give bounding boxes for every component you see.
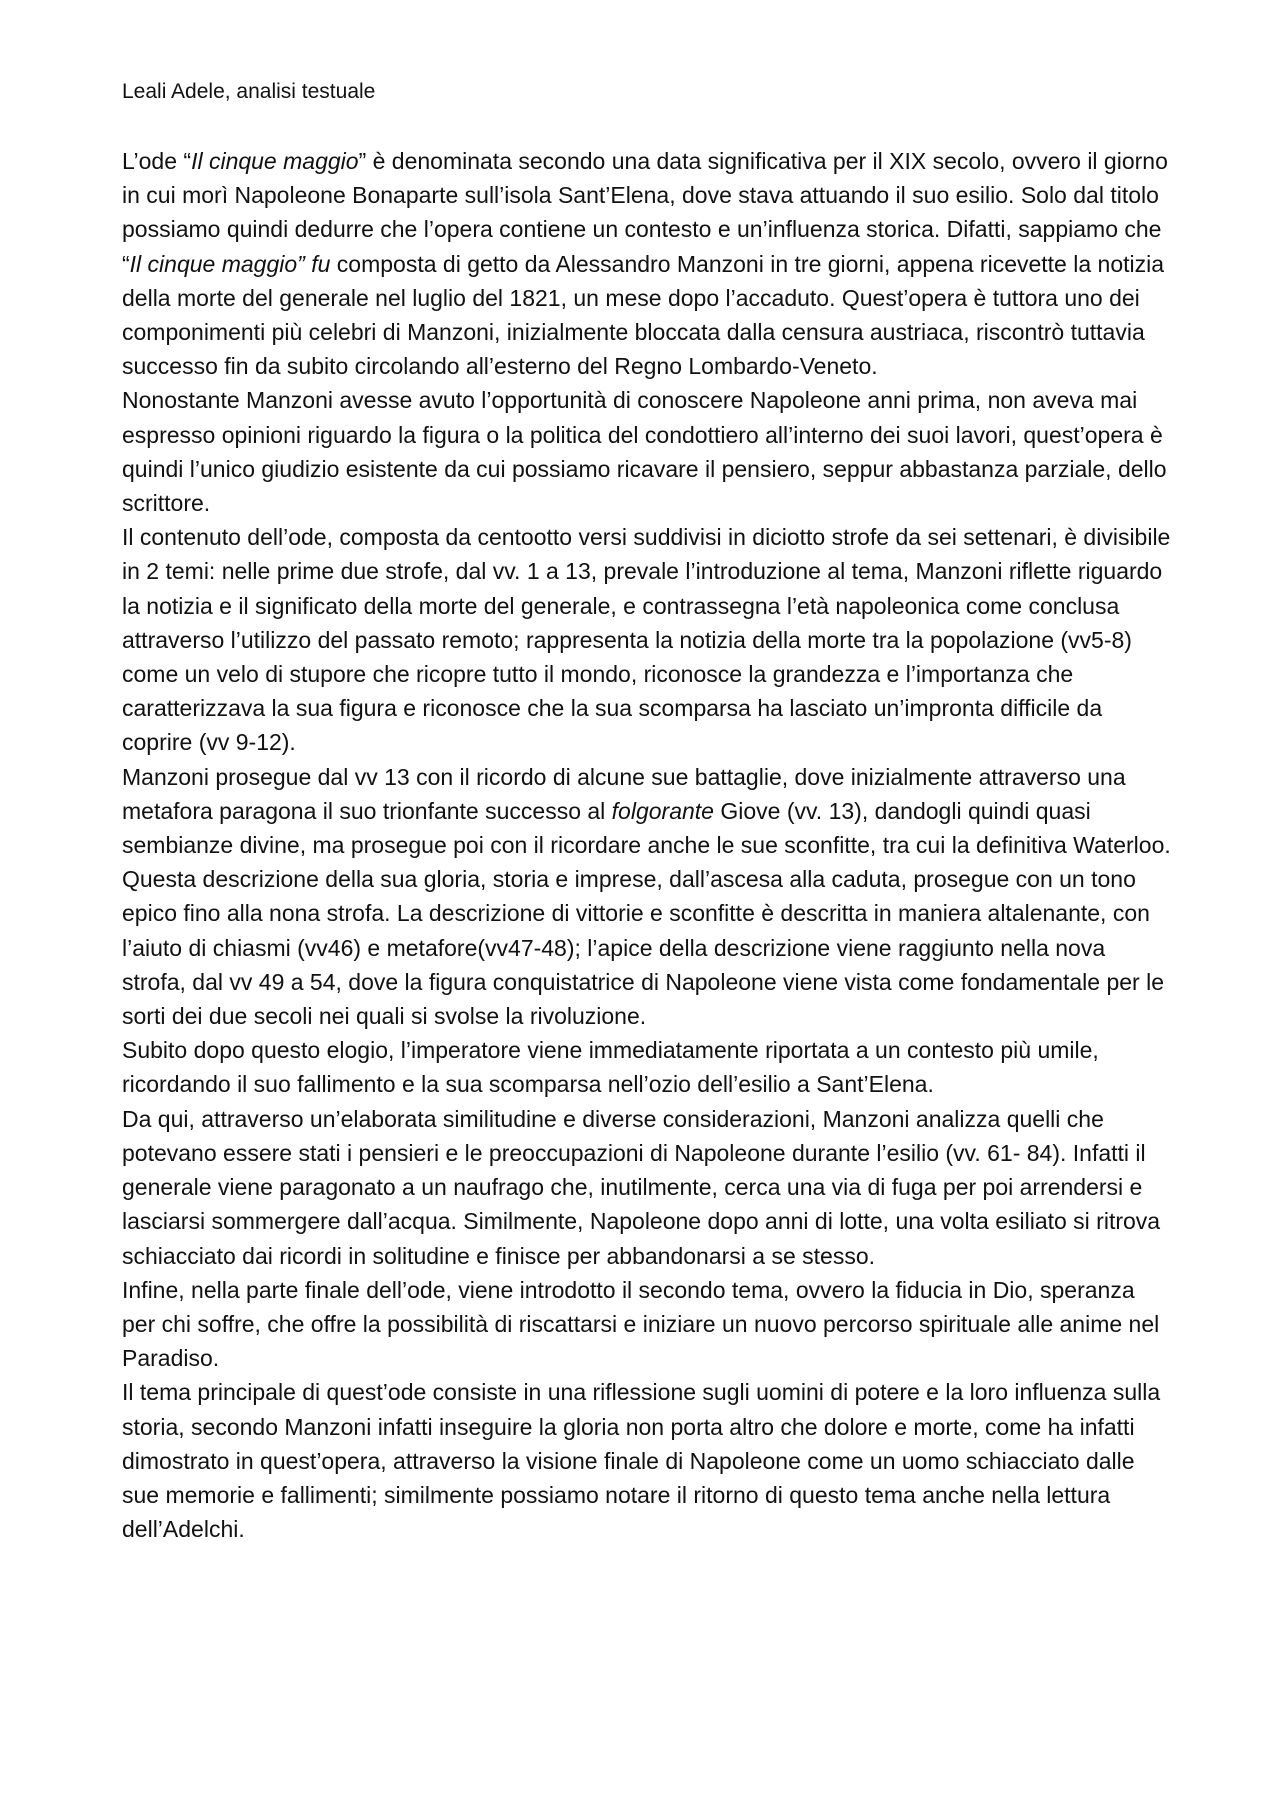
text-run: L’ode “ <box>122 148 192 174</box>
paragraph <box>122 1375 1172 1546</box>
text-run: Giove (vv. 13), dandogli quindi quasi sembianze divine, ma prosegue poi con il ricordare anche le sue sconfitte, tra cui la definitiva Waterloo. Questa descrizione della sua gloria, storia e imprese, dall’ascesa alla caduta, prosegue con un tono epico fino alla nona strofa. La descrizione di vittorie e sconfitte è descritta in maniera altalenante, con l’aiuto di chiasmi (vv46) e metafore(vv47-48); l’apice della descrizione viene raggiunto nella nova strofa, dal vv 49 a 54, dove la figura conquistatrice di Napoleone viene vista come fondamentale per le sorti dei due secoli nei quali si svolse la rivoluzione. <box>122 797 1171 1030</box>
text-run: Il contenuto dell’ode, composta da centootto versi suddivisi in diciotto strofe da sei settenari, è divisibile in 2 temi: nelle prime due strofe, dal vv. 1 a 13, prevale l’introduzione al tema, Manzoni riflette riguardo la notizia e il significato della morte del generale, e contrassegna l’età napoleonica come conclusa attraverso l’utilizzo del passato remoto; rappresenta la notizia della morte tra la popolazione (vv5-8) come un velo di stupore che ricopre tutto il mondo, riconosce la grandezza e l’importanza che caratterizzava la sua figura e riconosce che la sua scomparsa ha lasciato un’impronta difficile da coprire (vv 9-12). <box>122 524 1171 756</box>
text-run: ” è denominata secondo una data significativa per il XIX secolo, ovvero il giorno in cui morì Napoleone Bonaparte sull’isola Sant’Elena, dove stava attuando il suo esilio. Solo dal titolo possiamo quindi dedurre che l’opera contiene un contesto e un’influenza storica. Difatti, sappiamo che “ <box>122 148 1168 277</box>
italic-text: folgorante <box>611 797 714 824</box>
italic-text: Il cinque maggio <box>191 148 359 174</box>
paragraph <box>122 1033 1172 1101</box>
text-run: Manzoni prosegue dal vv 13 con il ricordo di alcune sue battaglie, dove inizialmente attraverso una metafora paragona il suo trionfante successo al <box>122 763 1126 824</box>
document-header: Leali Adele, analisi testuale <box>122 80 376 103</box>
paragraph <box>122 760 1172 1034</box>
text-run: Da qui, attraverso un’elaborata similitudine e diverse considerazioni, Manzoni analizza quelli che potevano essere stati i pensieri e le preoccupazioni di Napoleone durante l’esilio (vv. 61- 84). Infatti il generale viene paragonato a un naufrago che, inutilmente, cerca una via di fuga per poi arrendersi e lasciarsi sommergere dall’acqua. Similmente, Napoleone dopo anni di lotte, una volta esiliato si ritrova schiacciato dai ricordi in solitudine e finisce per abbandonarsi a se stesso. <box>122 1105 1161 1269</box>
paragraph <box>122 1102 1172 1273</box>
text-run: Nonostante Manzoni avesse avuto l’opportunità di conoscere Napoleone anni prima, non aveva mai espresso opinioni riguardo la figura o la politica del condottiero all’interno dei suoi lavori, quest’opera è quindi l’unico giudizio esistente da cui possiamo ricavare il pensiero, seppur abbastanza parziale, dello scrittore. <box>122 387 1167 517</box>
paragraph <box>122 520 1172 759</box>
paragraph <box>122 1273 1172 1376</box>
italic-text: Il cinque maggio” fu <box>129 250 331 277</box>
paragraph <box>122 144 1172 383</box>
document-body <box>122 144 1172 1546</box>
text-run: Il tema principale di quest’ode consiste in una riflessione sugli uomini di potere e la loro influenza sulla storia, secondo Manzoni infatti inseguire la gloria non porta altro che dolore e morte, come ha infatti dimostrato in quest’opera, attraverso la visione finale di Napoleone come un uomo schiacciato dalle sue memorie e fallimenti; similmente possiamo notare il ritorno di questo tema anche nella lettura dell’Adelchi. <box>122 1379 1161 1543</box>
text-run: Infine, nella parte finale dell’ode, viene introdotto il secondo tema, ovvero la fiducia in Dio, speranza per chi soffre, che offre la possibilità di riscattarsi e iniziare un nuovo percorso spirituale alle anime nel Paradiso. <box>122 1276 1160 1372</box>
paragraph <box>122 383 1172 520</box>
text-run: composta di getto da Alessandro Manzoni in tre giorni, appena ricevette la notizia della morte del generale nel luglio del 1821, un mese dopo l’accaduto. Quest’opera è tuttora uno dei componimenti più celebri di Manzoni, inizialmente bloccata dalla censura austriaca, riscontrò tuttavia successo fin da subito circolando all’esterno del Regno Lombardo-Veneto. <box>122 250 1165 380</box>
text-run: Subito dopo questo elogio, l’imperatore viene immediatamente riportata a un contesto più umile, ricordando il suo fallimento e la sua scomparsa nell’ozio dell’esilio a Sant’Elena. <box>122 1037 1099 1098</box>
document-page <box>122 78 1172 1546</box>
